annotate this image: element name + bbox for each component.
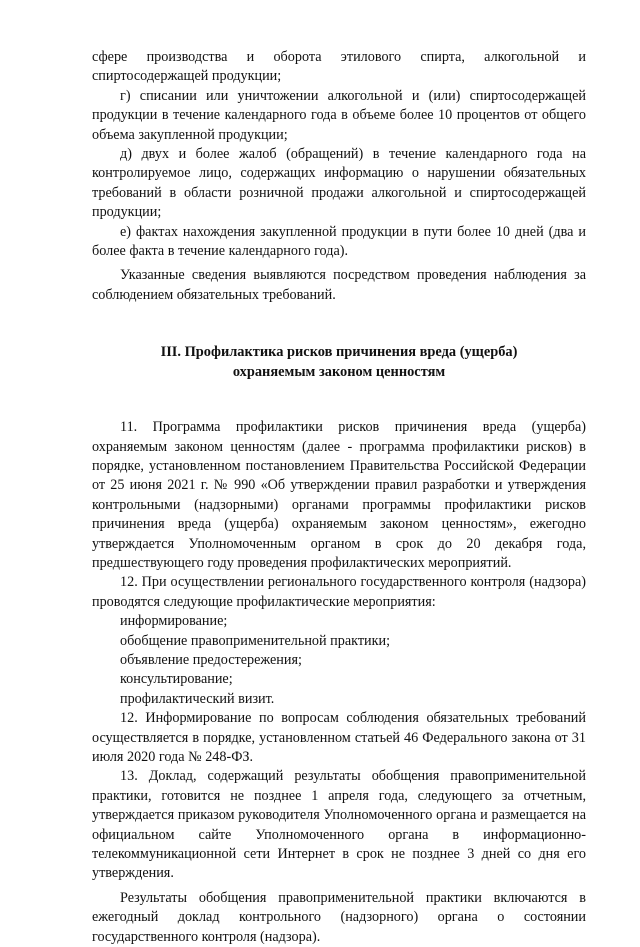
section-heading-line-2: охраняемым законом ценностям	[232, 363, 446, 380]
paragraph-12-informing: 12. Информирование по вопросам соблюдения обязательных требований осуществляется в порядке, установленном статьей 46 Федерального закона от 31 июля 2020 года № 248-ФЗ.	[92, 710, 586, 765]
paragraph-item-e: е) фактах нахождения закупленной продукции в пути более 10 дней (два и более факта в течение календарного года).	[92, 223, 586, 260]
paragraph-observation: Указанные сведения выявляются посредством проведения наблюдения за соблюдением обязательных требований.	[92, 267, 586, 303]
paragraph-11: 11. Программа профилактики рисков причинения вреда (ущерба) охраняемым законом ценностям (далее - программа профилактики рисков) в порядке, установленном постановлением Правительства Российской Федерации от 25 июня 2021 г. № 990 «Об утверждении правил разработки и утверждения контрольными (надзорными) органами программы профилактики рисков причинения вреда (ущерба) охраняемым законом ценностям», ежегодно утверждается Уполномоченным органом в срок до 20 декабря года, предшествующего году проведения профилактических мероприятий.	[92, 419, 586, 571]
section-heading-line-1: III. Профилактика рисков причинения вреда (ущерба)	[160, 344, 518, 361]
section-heading	[92, 343, 586, 382]
list-item: объявление предостережения;	[120, 651, 302, 668]
paragraph-item-g: г) списании или уничтожении алкогольной и (или) спиртосодержащей продукции в течение календарного года в объеме более 10 процентов от общего объема закупленной продукции;	[92, 87, 586, 143]
paragraph-continuation: сфере производства и оборота этилового спирта, алкогольной и спиртосодержащей продукции;	[92, 49, 586, 85]
paragraph-item-d: д) двух и более жалоб (обращений) в течение календарного года на контролируемое лицо, содержащих информацию о нарушении обязательных требований в области розничной продажи алкогольной и спиртосодержащей продукции;	[92, 146, 586, 221]
list-item: профилактический визит.	[120, 690, 275, 707]
measures-list	[92, 612, 586, 709]
paragraph-12: 12. При осуществлении регионального государственного контроля (надзора) проводятся следующие профилактические мероприятия:	[92, 574, 586, 610]
list-item: обобщение правоприменительной практики;	[120, 632, 391, 649]
list-item: консультирование;	[120, 671, 233, 688]
list-item: информирование;	[120, 613, 228, 630]
document-body	[92, 48, 586, 947]
paragraph-results: Результаты обобщения правоприменительной практики включаются в ежегодный доклад контрольного (надзорного) органа о состоянии государственного контроля (надзора).	[92, 889, 586, 945]
paragraph-13: 13. Доклад, содержащий результаты обобщения правоприменительной практики, готовится не позднее 1 апреля года, следующего за отчетным, утверждается приказом руководителя Уполномоченного органа и размещается на официальном сайте Уполномоченного органа в информационно-телекоммуникационной сети Интернет в срок не позднее 3 дней со дня его утверждения.	[92, 768, 586, 882]
